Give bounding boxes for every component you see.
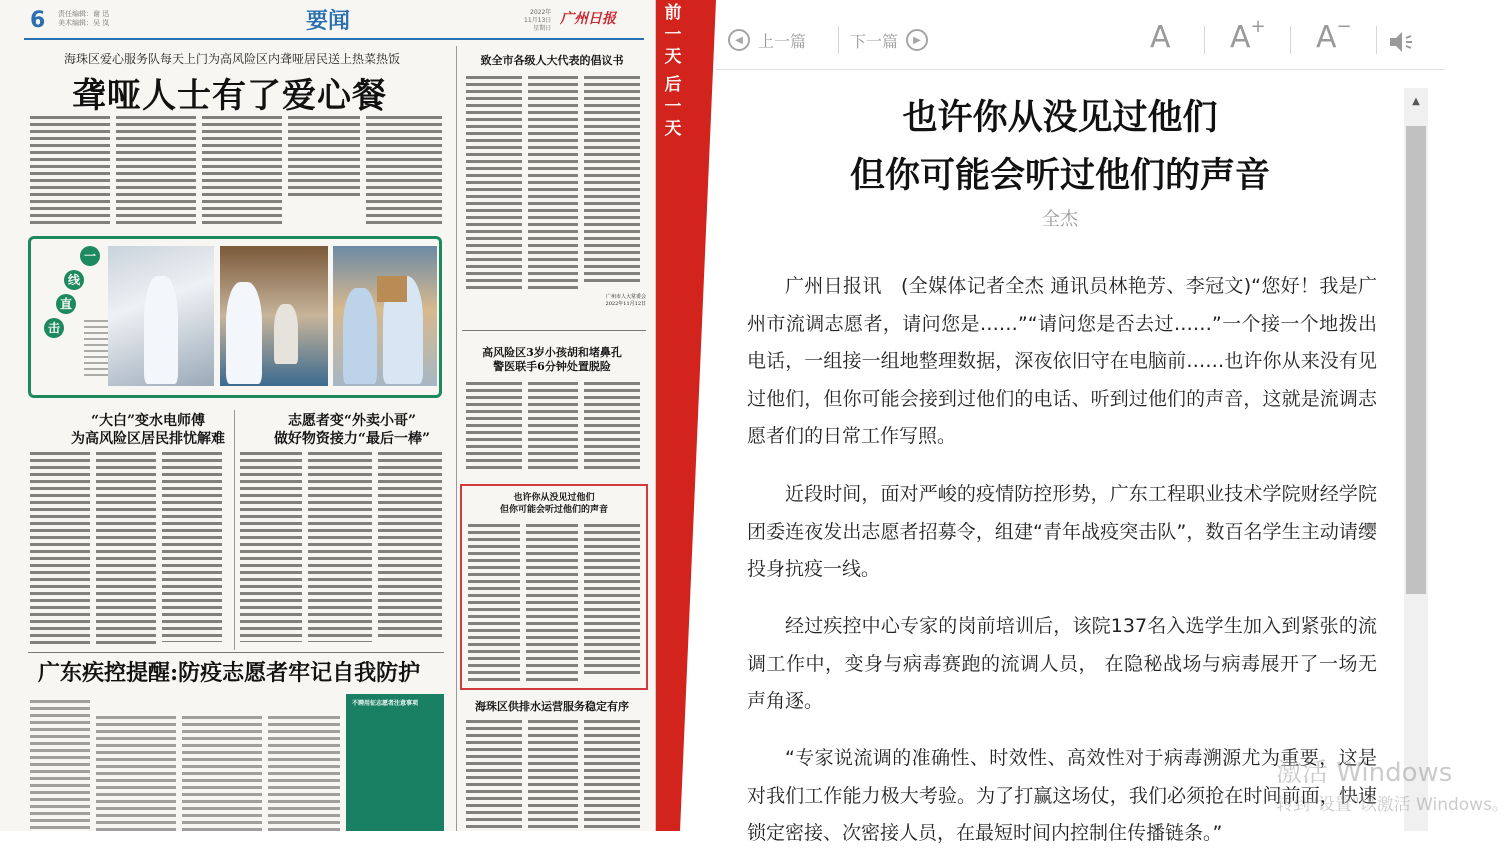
story-body-text[interactable] — [466, 382, 522, 472]
scroll-up-arrow-icon[interactable]: ▲ — [1412, 96, 1420, 107]
prev-article-button[interactable] — [728, 26, 806, 54]
windows-activation-hint: 转到"设置"以激活 Windows。 — [1276, 795, 1509, 815]
prev-day-label: 前 一 天 — [664, 3, 682, 67]
photo-caption — [84, 320, 110, 376]
story-body-text[interactable] — [466, 76, 522, 292]
arrow-left-icon: ◀ — [728, 29, 750, 51]
divider — [28, 652, 444, 653]
edition-date: 2022年 11月13日 星期日 — [524, 9, 552, 32]
page-editors: 责任编辑：谢 迅 美术编辑：吴 岚 — [58, 10, 110, 27]
story-headline[interactable]: 志愿者变“外卖小哥” 做好物资接力“最后一棒” — [273, 413, 431, 447]
story-body-text[interactable] — [308, 452, 372, 642]
font-increase-label: A — [1230, 20, 1251, 55]
newspaper-page-view[interactable] — [0, 0, 656, 831]
article-paragraph: 广州日报讯 (全媒体记者全杰 通讯员林艳芳、李冠文)“您好！我是广州市流调志愿者，请问您是……”“请问您是否去过……”一个接一个地拨出电话，一组接一组地整理数据，深夜依旧守在电脑前……也许你从来没有见过他们，但你可能会接到过他们的电话、听到过他们的声音，这就是流调志愿者们的日常工作写照。 — [747, 275, 1377, 447]
story-headline[interactable]: 海珠区供排水运营服务稳定有序 — [475, 700, 629, 713]
story-body-text[interactable] — [202, 116, 282, 228]
story-headline[interactable]: 聋哑人士有了爱心餐 — [72, 76, 387, 116]
toolbar-separator — [1376, 26, 1377, 54]
newspaper-logo: 广州日报 — [560, 11, 616, 27]
story-headline[interactable]: “大白”变水电师傅 为高风险区居民排忧解难 — [71, 413, 225, 447]
column-rule — [456, 46, 457, 831]
toolbar-separator — [838, 26, 839, 54]
section-title: 要闻 — [306, 8, 351, 34]
label-circle: 一 — [80, 246, 100, 266]
story-body-text[interactable] — [528, 720, 578, 831]
page-number: 6 — [30, 8, 46, 33]
font-size-decrease-button[interactable] — [1316, 16, 1352, 55]
page-header — [0, 0, 656, 42]
story-body-text[interactable] — [528, 76, 578, 292]
story-body-text[interactable] — [116, 116, 196, 228]
story-body-text[interactable] — [584, 524, 640, 674]
label-circle: 直 — [56, 294, 76, 314]
photo-volunteer-delivery[interactable] — [220, 246, 328, 386]
article-author: 全杰 — [1042, 209, 1078, 230]
read-aloud-button[interactable] — [1388, 28, 1414, 56]
story-body-text[interactable] — [162, 452, 222, 642]
story-body-text[interactable] — [584, 76, 640, 286]
story-headline[interactable]: 致全市各级人大代表的倡议书 — [480, 54, 624, 67]
info-box[interactable] — [346, 694, 444, 831]
windows-activation-watermark: 激活 Windows — [1276, 758, 1453, 788]
column-rule — [234, 410, 235, 650]
next-article-button[interactable] — [850, 26, 928, 54]
article-scrollbar[interactable] — [1404, 88, 1428, 831]
font-size-default-button[interactable] — [1150, 20, 1171, 55]
story-body-text[interactable] — [30, 700, 90, 831]
story-headline[interactable]: 高风险区3岁小孩胡和堵鼻孔 警医联手6分钟处置脱险 — [482, 346, 622, 373]
next-day-link[interactable] — [662, 74, 684, 140]
next-day-label: 后 一 天 — [664, 75, 682, 139]
article-reader-panel — [716, 0, 1444, 844]
story-body-text[interactable] — [30, 116, 110, 228]
label-circle: 击 — [44, 318, 64, 338]
story-body-text[interactable] — [584, 382, 640, 472]
plus-icon: + — [1250, 16, 1266, 37]
reader-toolbar — [716, 0, 1444, 70]
header-rule — [24, 38, 644, 40]
article-title-line-1: 也许你从没见过他们 — [902, 98, 1218, 138]
story-body-text[interactable] — [526, 524, 578, 682]
story-body-text[interactable] — [378, 452, 442, 638]
minus-icon: − — [1336, 16, 1352, 37]
story-body-text[interactable] — [96, 716, 176, 831]
toolbar-separator — [1204, 26, 1205, 54]
story-body-text[interactable] — [528, 382, 578, 472]
prev-article-label: 上一篇 — [758, 31, 807, 51]
story-headline[interactable]: 广东疾控提醒:防疫志愿者牢记自我防护 — [38, 660, 421, 686]
font-default-label: A — [1150, 20, 1171, 55]
story-body-text[interactable] — [268, 716, 340, 831]
photo-volunteer-supplies[interactable] — [333, 246, 437, 386]
story-body-text[interactable] — [30, 452, 90, 648]
article-paragraph: 近段时间，面对严峻的疫情防控形势，广东工程职业技术学院财经学院团委连夜发出志愿者招募令，组建“青年战疫突击队”，数百名学生主动请缨投身抗疫一线。 — [747, 483, 1377, 580]
selected-story-headline[interactable]: 也许你从没见过他们 但你可能会听过他们的声音 — [499, 493, 608, 515]
story-body-text[interactable] — [468, 524, 520, 682]
font-size-increase-button[interactable] — [1230, 16, 1266, 55]
divider — [462, 330, 646, 331]
story-body-text[interactable] — [466, 720, 522, 831]
font-decrease-label: A — [1316, 20, 1337, 55]
prev-day-link[interactable] — [662, 2, 684, 68]
story-body-text[interactable] — [240, 452, 302, 642]
next-article-label: 下一篇 — [850, 31, 899, 51]
story-body-text[interactable] — [288, 116, 360, 198]
toolbar-separator — [1290, 26, 1291, 54]
story-body-text[interactable] — [366, 116, 442, 228]
scrollbar-thumb[interactable] — [1406, 126, 1426, 594]
story-body-text[interactable] — [182, 716, 262, 831]
article-paragraph: “专家说流调的准确性、时效性、高效性对于病毒溯源尤为重要，这是对我们工作能力极大考验。为了打赢这场仗，我们必须抢在时间前面，快速锁定密接、次密接人员，在最短时间内控制住传播链条。” — [747, 747, 1377, 844]
info-box-title: 不聘用征志愿者注意事项 — [352, 700, 419, 707]
article-paragraph: 经过疾控中心专家的岗前培训后，该院137名入选学生加入到紧张的流调工作中，变身与病毒赛跑的流调人员， 在隐秘战场与病毒展开了一场无声角逐。 — [747, 615, 1377, 712]
article-title-line-2: 但你可能会听过他们的声音 — [849, 156, 1270, 196]
label-circle: 线 — [64, 270, 84, 290]
arrow-right-icon: ▶ — [906, 29, 928, 51]
speaker-icon — [1388, 30, 1414, 54]
story-body-text[interactable] — [96, 452, 156, 648]
signature: 广州市人大常委会 2022年11月12日 — [605, 294, 646, 307]
story-kicker[interactable]: 海珠区爱心服务队每天上门为高风险区内聋哑居民送上热菜热饭 — [64, 52, 401, 66]
story-body-text[interactable] — [584, 720, 640, 831]
photo-volunteer-repair[interactable] — [108, 246, 214, 386]
